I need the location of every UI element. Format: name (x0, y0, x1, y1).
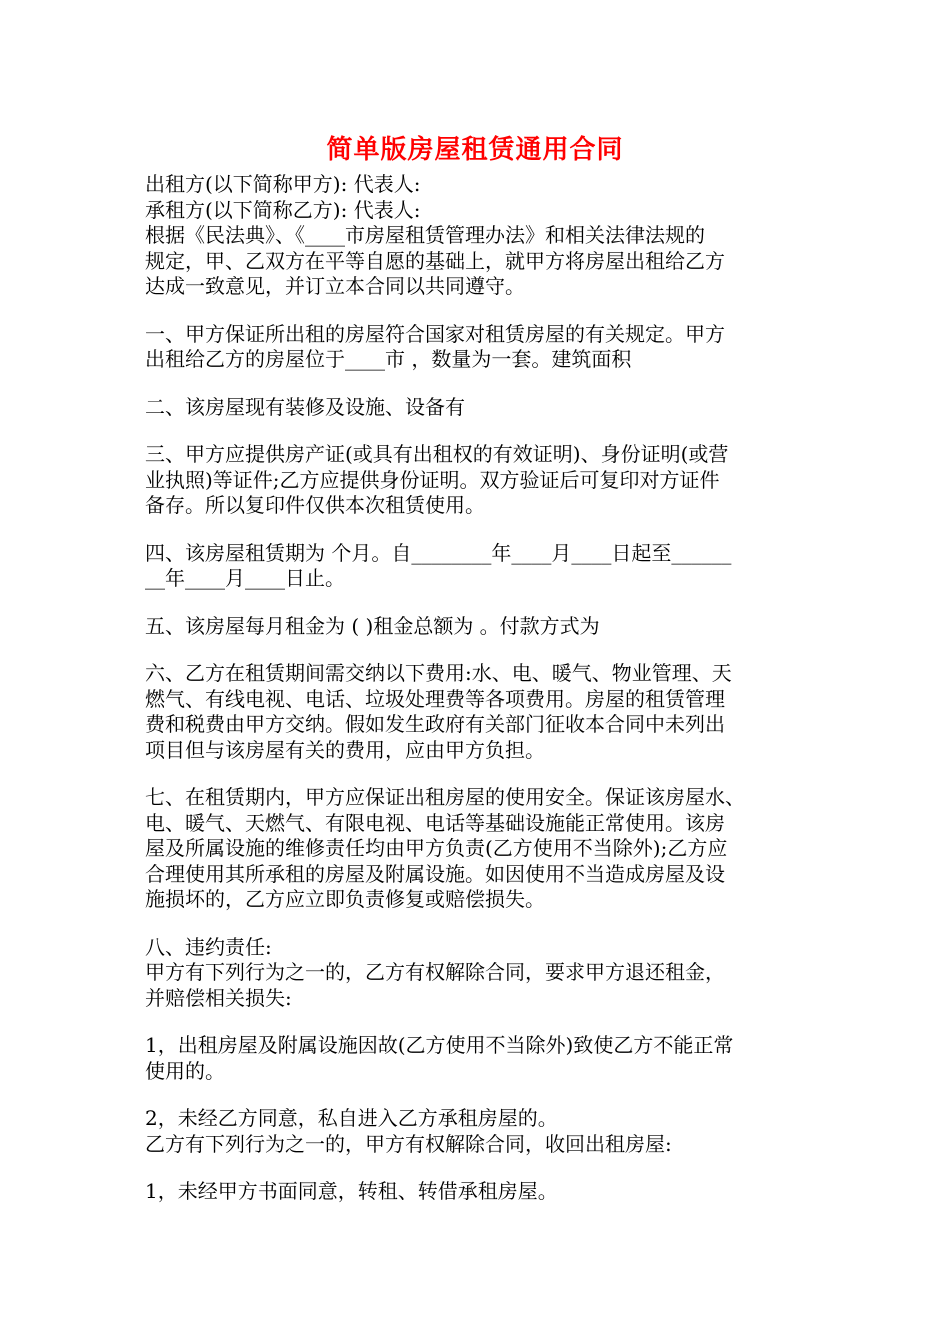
text-line: 一、甲方保证所出租的房屋符合国家对租赁房屋的有关规定。甲方 (145, 321, 725, 346)
text-line: 规定，甲、乙双方在平等自愿的基础上，就甲方将房屋出租给乙方 (145, 248, 725, 273)
text-line: 七、在租赁期内，甲方应保证出租房屋的使用安全。保证该房屋水、 (145, 785, 745, 809)
text-line: 根据《民法典》、《____市房屋租赁管理办法》和相关法律法规的 (145, 223, 705, 247)
text-line: 备存。所以复印件仅供本次租赁使用。 (145, 493, 485, 517)
document-title: 简单版房屋租赁通用合同 (326, 135, 624, 165)
text-line: 1，未经甲方书面同意，转租、转借承租房屋。 (145, 1179, 558, 1203)
text-line: 出租方(以下简称甲方): 代表人: (145, 172, 421, 196)
text-line: 燃气、有线电视、电话、垃圾处理费等各项费用。房屋的租赁管理 (145, 686, 725, 711)
text-line: 施损坏的，乙方应立即负责修复或赔偿损失。 (145, 887, 545, 911)
text-line: 合理使用其所承租的房屋及附属设施。如因使用不当造成房屋及设 (145, 861, 725, 886)
paragraph-gap (145, 1011, 815, 1033)
text-line: 2，未经乙方同意，私自进入乙方承租房屋的。 (145, 1106, 558, 1130)
text-line: 承租方(以下简称乙方): 代表人: (145, 197, 421, 222)
text-line: 出租给乙方的房屋位于____市 ，数量为一套。建筑面积 (145, 347, 632, 371)
paragraph-gap (145, 373, 815, 395)
text-line: 甲方有下列行为之一的，乙方有权解除合同，要求甲方退还租金， (145, 960, 725, 984)
text-line: 1，出租房屋及附属设施因故(乙方使用不当除外)致使乙方不能正常 (145, 1033, 734, 1057)
paragraph-gap (145, 1157, 815, 1179)
paragraph-gap (145, 519, 815, 541)
text-line: __年____月____日止。 (145, 566, 345, 590)
text-line: 项目但与该房屋有关的费用，应由甲方负担。 (145, 737, 545, 762)
text-line: 四、该房屋租赁期为 个月。自________年____月____日起至______ (145, 540, 732, 565)
text-line: 三、甲方应提供房产证(或具有出租权的有效证明)、身份证明(或营 (145, 442, 729, 466)
text-line: 达成一致意见，并订立本合同以共同遵守。 (145, 274, 525, 298)
paragraph-gap (145, 639, 815, 661)
document-body (145, 172, 815, 1205)
text-line: 六、乙方在租赁期间需交纳以下费用:水、电、暖气、物业管理、天 (145, 661, 732, 685)
text-line: 乙方有下列行为之一的，甲方有权解除合同，收回出租房屋: (145, 1131, 672, 1156)
text-line: 业执照)等证件;乙方应提供身份证明。双方验证后可复印对方证件 (145, 467, 720, 492)
paragraph-gap (145, 420, 815, 442)
text-line: 二、该房屋现有装修及设施、设备有 (145, 394, 465, 419)
paragraph-gap (145, 913, 815, 935)
text-line: 费和税费由甲方交纳。假如发生政府有关部门征收本合同中未列出 (145, 712, 725, 736)
paragraph-gap (145, 592, 815, 614)
text-line: 五、该房屋每月租金为 ( )租金总额为 。付款方式为 (145, 613, 600, 638)
paragraph-gap (145, 1084, 815, 1106)
text-line: 使用的。 (145, 1058, 225, 1083)
text-line: 屋及所属设施的维修责任均由甲方负责(乙方使用不当除外);乙方应 (145, 836, 728, 860)
paragraph-gap (145, 300, 815, 322)
text-line: 并赔偿相关损失: (145, 985, 292, 1010)
text-line: 八、违约责任: (145, 934, 272, 959)
text-line: 电、暖气、天燃气、有限电视、电话等基础设施能正常使用。该房 (145, 810, 725, 835)
paragraph-gap (145, 763, 815, 785)
